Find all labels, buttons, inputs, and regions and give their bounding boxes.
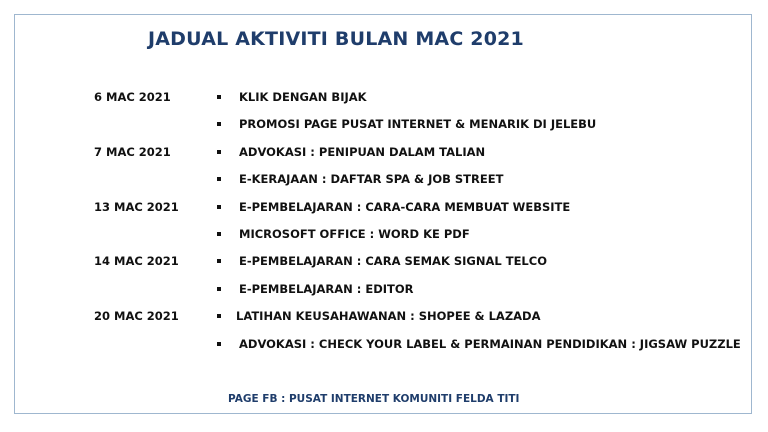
schedule-activity: E-PEMBELAJARAN : CARA-CARA MEMBUAT WEBSITE — [239, 200, 571, 214]
document-frame — [14, 14, 752, 414]
square-bullet-icon — [217, 287, 221, 291]
square-bullet-icon — [217, 95, 221, 99]
schedule-activity: MICROSOFT OFFICE : WORD KE PDF — [239, 227, 470, 241]
schedule-date: 6 MAC 2021 — [94, 90, 171, 104]
square-bullet-icon — [217, 205, 221, 209]
schedule-activity: ADVOKASI : PENIPUAN DALAM TALIAN — [239, 145, 486, 159]
square-bullet-icon — [217, 150, 221, 154]
schedule-activity: KLIK DENGAN BIJAK — [239, 90, 367, 104]
facebook-page-footer: PAGE FB : PUSAT INTERNET KOMUNITI FELDA TITI — [228, 393, 520, 405]
schedule-activity: LATIHAN KEUSAHAWANAN : SHOPEE & LAZADA — [236, 309, 541, 323]
square-bullet-icon — [217, 259, 221, 263]
square-bullet-icon — [217, 342, 221, 346]
square-bullet-icon — [217, 314, 221, 318]
schedule-date: 14 MAC 2021 — [94, 254, 179, 268]
schedule-activity: E-KERAJAAN : DAFTAR SPA & JOB STREET — [239, 172, 504, 186]
page-title: JADUAL AKTIVITI BULAN MAC 2021 — [148, 28, 524, 50]
square-bullet-icon — [217, 122, 221, 126]
square-bullet-icon — [217, 177, 221, 181]
square-bullet-icon — [217, 232, 221, 236]
schedule-activity: E-PEMBELAJARAN : CARA SEMAK SIGNAL TELCO — [239, 254, 547, 268]
schedule-activity: ADVOKASI : CHECK YOUR LABEL & PERMAINAN PENDIDIKAN : JIGSAW PUZZLE — [239, 337, 741, 351]
schedule-date: 7 MAC 2021 — [94, 145, 171, 159]
schedule-activity: E-PEMBELAJARAN : EDITOR — [239, 282, 414, 296]
schedule-activity: PROMOSI PAGE PUSAT INTERNET & MENARIK DI JELEBU — [239, 117, 597, 131]
schedule-date: 13 MAC 2021 — [94, 200, 179, 214]
schedule-date: 20 MAC 2021 — [94, 309, 179, 323]
